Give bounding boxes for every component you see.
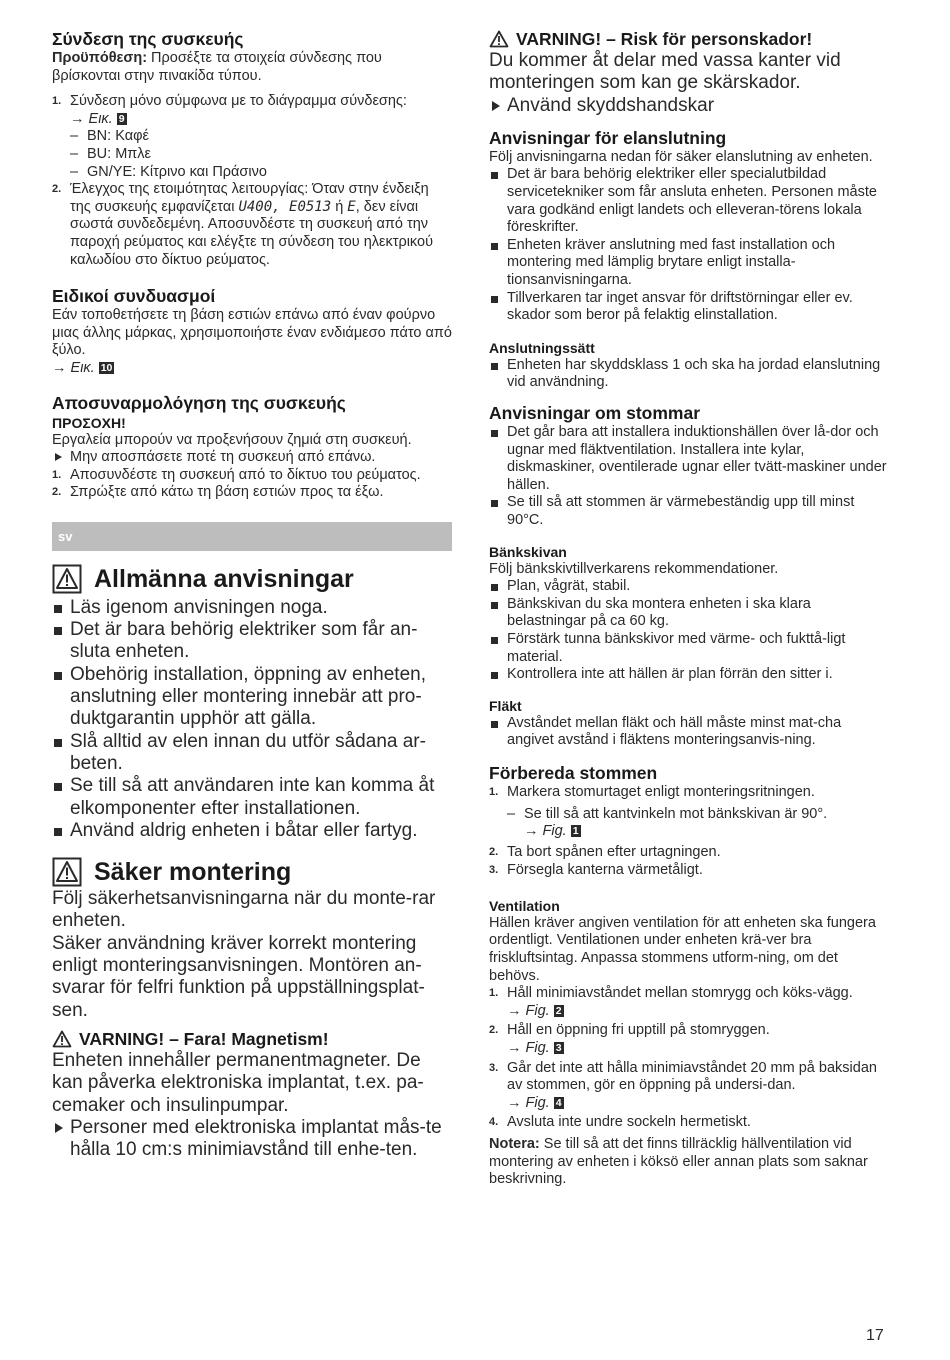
worktop-intro: Följ bänkskivtillverkarens rekommendationer.: [489, 560, 779, 577]
injury-warning-text: Du kommer åt delar med vassa kanter vid monteringen som kan ge skärskador.: [489, 50, 841, 94]
list-item: 3. Försegla kanterna värmetåligt.: [489, 862, 703, 879]
list-item: 2. Ta bort spånen efter urtagningen.: [489, 843, 721, 860]
vent-steps: [489, 985, 889, 1132]
action-bullet: Μην αποσπάσετε ποτέ τη συσκευή από επάνω.: [52, 449, 452, 467]
warning-icon: [52, 1030, 72, 1048]
caution-text: Εργαλεία μπορούν να προξενήσουν ζημιά στη συσκευή.: [52, 431, 412, 448]
safe-text-2: Säker användning kräver korrekt montering enligt monteringsanvisningen. Montören an-svarar för felfri funktion på uppställningsplat-sen.: [52, 932, 425, 1021]
display-code: E: [347, 198, 356, 215]
vent-title: Ventilation: [489, 897, 560, 914]
cabinet-list: [489, 424, 889, 530]
prerequisite-label: Προϋπόθεση:: [52, 50, 148, 66]
language-tag: sv: [58, 528, 73, 544]
list-item: – GN/YE: Κίτρινο και Πράσινο: [70, 164, 452, 182]
conn-type-list: [489, 357, 889, 392]
list-item: 1. Markera stomurtaget enligt monteringsritningen. – Se till så att kantvinkeln mot bänkskivan är 90°. → Fig. 1: [489, 784, 889, 841]
list-item: Slå alltid av elen innan du utför sådana ar-beten.: [52, 731, 452, 776]
prep-steps: [489, 784, 889, 880]
list-item: Det är bara behörig elektriker eller specialutbildad servicetekniker som får ansluta enheten. Personen måste vara godkänd enligt landets och elleveran-törens lokala föreskrifter.: [489, 166, 889, 236]
magnet-warning-action: Personer med elektroniska implantat mås-te hålla 10 cm:s minimiavstånd till enhe-ten.: [52, 1117, 452, 1162]
special-title: Ειδικοί συνδυασμοί: [52, 286, 216, 307]
list-item: – BU: Μπλε: [70, 146, 452, 164]
figure-ref: → Fig. 3: [507, 1040, 562, 1057]
fan-title: Fläkt: [489, 697, 522, 714]
list-item: Avståndet mellan fläkt och häll måste minst mat-cha angivet avstånd i fläktens monteringsanvis-ning.: [489, 715, 889, 750]
left-column: [52, 28, 452, 1161]
list-item: Se till så att stommen är värmebeständig upp till minst 90°C.: [489, 494, 889, 529]
list-item: 4. Avsluta inte undre sockeln hermetiskt.: [489, 1114, 751, 1131]
figure-badge: 1: [572, 825, 579, 838]
elec-title: Anvisningar för elanslutning: [489, 127, 727, 148]
list-item: Bänkskivan du ska montera enheten i ska klara belastningar på ca 60 kg.: [489, 596, 889, 631]
worktop-list: [489, 578, 889, 684]
conn-type-title: Anslutningssätt: [489, 339, 595, 356]
list-item: Se till så att användaren inte kan komma åt elkomponenter efter installationen.: [52, 775, 452, 820]
warning-icon: [52, 564, 82, 594]
figure-ref: → Fig. 2: [507, 1002, 562, 1019]
prep-substeps: [507, 806, 889, 841]
list-item: Tillverkaren tar inget ansvar för driftstörningar eller ev. skador som beror på felaktig elinstallation.: [489, 290, 889, 325]
list-item: 1. Αποσυνδέστε τη συσκευή από το δίκτυο του ρεύματος.: [52, 466, 421, 483]
vent-intro: Hällen kräver angiven ventilation för att enheten ska fungera ordentligt. Ventilationen under enheten krä-ver bra friskluftsintag. Anpassa stommens utform-ning, om det behövs.: [489, 914, 876, 984]
display-codes: U400, E0513: [238, 198, 332, 215]
safe-title: Säker montering: [52, 856, 452, 888]
elec-list: [489, 166, 889, 324]
special-text: Εάν τοποθετήσετε τη βάση εστιών επάνω από έναν φούρνο μιας άλλης μάρκας, χρησιμοποιήστε έναν ενδιάμεσο πάτο από ξύλο.: [52, 307, 452, 359]
list-item: Enheten kräver anslutning med fast installation och montering med lämplig brytare enligt installa-tionsanvisningarna.: [489, 237, 889, 290]
connect-prerequisite: Προϋπόθεση: Προσέξτε τα στοιχεία σύνδεσης που βρίσκονται στην πινακίδα τύπου.: [52, 50, 382, 84]
safe-text-1: Följ säkerhetsanvisningarna när du monte-rar enheten.: [52, 888, 436, 932]
figure-ref: → Fig. 4: [507, 1094, 562, 1111]
language-bar: [52, 522, 452, 551]
list-item: Använd aldrig enheten i båtar eller fartyg.: [52, 820, 452, 842]
figure-badge: 2: [555, 1004, 562, 1017]
figure-ref: → Fig. 1: [524, 823, 579, 840]
list-item: Obehörig installation, öppning av enheten, anslutning eller montering innebär att pro-duktgarantin upphör att gälla.: [52, 664, 452, 731]
vent-note: Notera: Se till så att det finns tillräcklig hällventilation vid montering av enheten i köksö eller annan plats som saknar beskrivning.: [489, 1136, 868, 1188]
worktop-title: Bänkskivan: [489, 543, 567, 560]
injury-warning-title: VARNING! – Risk för personskador!: [489, 28, 889, 50]
list-item: Plan, vågrät, stabil.: [489, 578, 889, 596]
injury-warning-action: Använd skyddshandskar: [489, 95, 889, 117]
dismount-title: Αποσυναρμολόγηση της συσκευής: [52, 392, 346, 413]
list-item: 2. Σπρώξτε από κάτω τη βάση εστιών προς τα έξω.: [52, 484, 384, 501]
list-item: Läs igenom anvisningen noga.: [52, 597, 452, 619]
general-title: Allmänna anvisningar: [52, 563, 452, 595]
list-item: Förstärk tunna bänkskivor med värme- och fukttå-ligt material.: [489, 631, 889, 666]
list-item: 1. Håll minimiavståndet mellan stomrygg och köks-vägg. → Fig. 2: [489, 985, 853, 1019]
magnet-warning-title: VARNING! – Fara! Magnetism!: [52, 1028, 452, 1050]
warning-icon: [52, 857, 82, 887]
figure-badge: 10: [100, 361, 113, 374]
list-item: Det är bara behörig elektriker som får an-sluta enheten.: [52, 619, 452, 664]
connect-title: Σύνδεση της συσκευής: [52, 29, 244, 49]
list-item: 1. Σύνδεση μόνο σύμφωνα με το διάγραμμα σύνδεσης: → Εικ. 9 – BN: Καφέ – BU: Μπλε – GN/YE: Κίτρινο και Πράσινο: [52, 93, 452, 181]
prep-title: Förbereda stommen: [489, 762, 658, 783]
general-list: [52, 597, 452, 842]
list-item: 2. Έλεγχος της ετοιμότητας λειτουργίας: Όταν στην ένδειξη της συσκευής εμφανίζεται U400, E0513 ή E, δεν είναι σωστά συνδεδεμένη. Αποσυνδέστε τη συσκευή από την παροχή ρεύματος και ελέγξτε τη σύνδεση του ηλεκτρικού καλωδίου στο δίκτυο ρεύματος.: [52, 181, 434, 268]
wire-list: [70, 128, 452, 181]
magnet-warning-text: Enheten innehåller permanentmagneter. De kan påverka elektroniska implantat, t.ex. pa-cemaker och insulinpumpar.: [52, 1049, 424, 1116]
note-label: Notera:: [489, 1136, 540, 1153]
dismount-steps: [52, 467, 452, 502]
figure-badge: 3: [555, 1042, 562, 1055]
caution-label: ΠΡΟΣΟΧΗ!: [52, 414, 126, 431]
list-item: – Se till så att kantvinkeln mot bänkskivan är 90°. → Fig. 1: [507, 806, 889, 841]
list-item: 2. Håll en öppning fri upptill på stomryggen. → Fig. 3: [489, 1022, 770, 1057]
connect-steps: [52, 93, 452, 269]
fan-list: [489, 715, 889, 750]
figure-badge: 9: [118, 112, 125, 125]
list-item: Kontrollera inte att hällen är plan förrän den sitter i.: [489, 666, 889, 684]
list-item: 3. Går det inte att hålla minimiavståndet 20 mm på baksidan av stommen, gör en öppning på undersi-dan. → Fig. 4: [489, 1059, 877, 1111]
list-item: – BN: Καφέ: [70, 128, 452, 146]
figure-badge: 4: [555, 1096, 562, 1109]
figure-ref: → Εικ. 10: [52, 359, 113, 376]
warning-icon: [489, 30, 509, 48]
list-item: Det går bara att installera induktionshällen över lå-dor och ugnar med fläktventilation. Installera inte kylar, diskmaskiner, oventilerade ugnar eller tvätt-maskiner under hällen.: [489, 424, 889, 494]
list-item: Enheten har skyddsklass 1 och ska ha jordad elanslutning vid användning.: [489, 357, 889, 392]
page-number: 17: [866, 1327, 884, 1344]
figure-ref: → Εικ. 9: [70, 110, 125, 127]
cabinet-title: Anvisningar om stommar: [489, 403, 701, 424]
elec-intro: Följ anvisningarna nedan för säker elanslutning av enheten.: [489, 148, 873, 165]
right-column: [489, 28, 889, 1189]
